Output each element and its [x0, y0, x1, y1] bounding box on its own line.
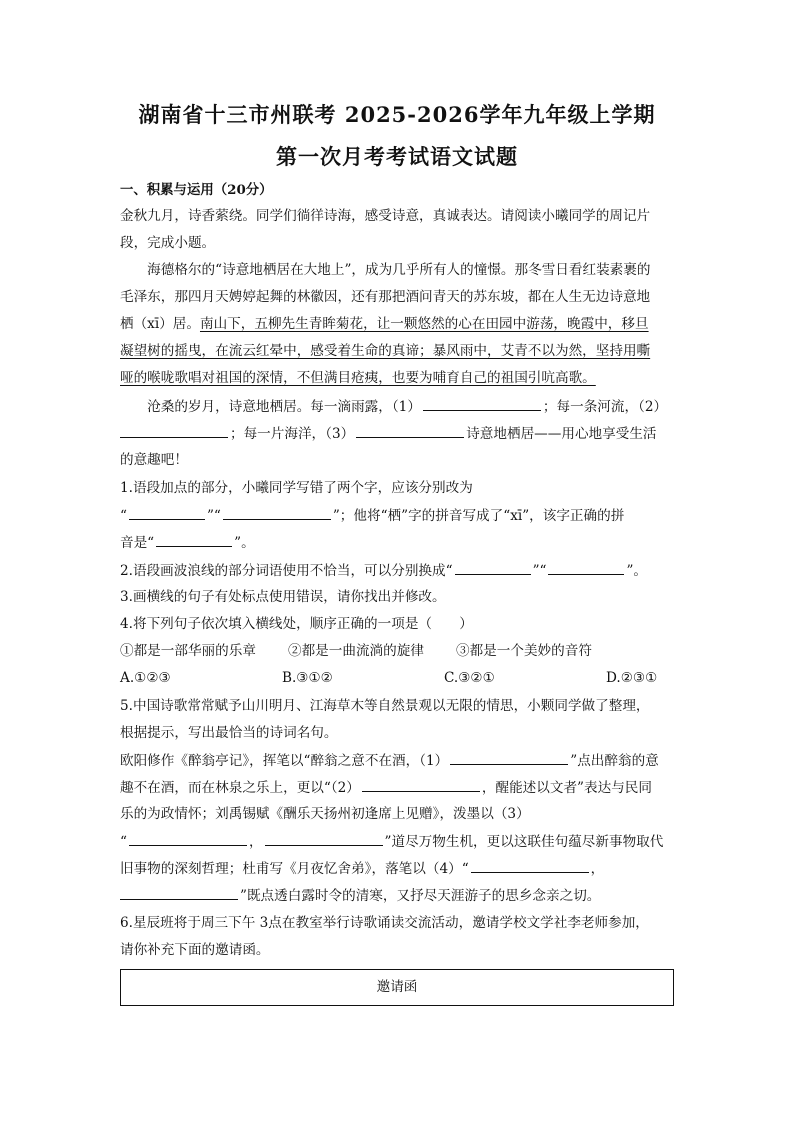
q4-option-d[interactable]: D.②③① [606, 670, 658, 686]
answer-blank-3[interactable] [356, 423, 464, 438]
q5-line-7 [120, 858, 680, 879]
page-subtitle: 第一次月考考试语文试题 [276, 144, 518, 169]
underlined-sentence: 南山下，五柳先生青眸菊花，让一颗悠然的心在田园中游荡，晚霞中，移旦 [199, 316, 649, 332]
passage-text: 沧桑的岁月，诗意地栖居。每一滴雨露，（1） [120, 399, 421, 415]
q4-options [120, 668, 680, 688]
q1-line-2 [120, 505, 680, 526]
q5-blank-4b[interactable] [120, 885, 238, 900]
q2-text: 2.语段画波浪线的部分词语使用不恰当，可以分别换成“ [120, 563, 453, 579]
q2-text: ”“ [532, 563, 547, 579]
q5-line-4 [120, 777, 680, 798]
passage2-line-1 [120, 396, 680, 417]
q4-option-a[interactable]: A.①②③ [120, 670, 171, 686]
q5-line-5: 乐的为政情怀；刘禹锡赋《酬乐天扬州初逢席上见赠》，泼墨以（3） [120, 806, 530, 822]
q5-blank-3b[interactable] [265, 831, 383, 846]
passage2-line-3: 的意趣吧！ [120, 452, 188, 468]
q1-blank-3[interactable] [156, 532, 232, 547]
passage2-line-2 [120, 423, 680, 444]
q5-text: ， [590, 861, 605, 877]
q5-text: ，醒能述以文者”表达与民同 [481, 780, 652, 796]
passage-text: 诗意地栖居——用心地享受生活 [466, 426, 657, 442]
passage-text: ；每一条河流，（2） [542, 399, 668, 415]
q2-blank-2[interactable] [548, 560, 624, 575]
q4-sentence-1: ①都是一部华丽的乐章 [120, 643, 256, 659]
q4-option-b[interactable]: B.③①② [282, 670, 333, 686]
q4-option-c[interactable]: C.③②① [444, 670, 495, 686]
q1-text: ”。 [234, 535, 255, 551]
underlined-sentence-line-2: 凝望树的摇曳，在流云红晕中，感受着生命的真谛；暴风雨中，艾青不以为然，坚持用嘶 [120, 343, 651, 359]
passage-line-1: 海德格尔的“诗意地栖居在大地上”，成为几乎所有人的憧憬。那冬雪日看红装素裹的 [120, 262, 651, 278]
underlined-sentence-line-3: 哑的喉咙歌唱对祖国的深情，不但满目疮痍，也要为哺育自己的祖国引吭高歌。 [120, 370, 596, 386]
answer-blank-1[interactable] [423, 396, 541, 411]
q1-text: ”“ [206, 508, 221, 524]
q5-line-8 [120, 885, 680, 906]
q2-line [120, 560, 680, 581]
q5-text: ， [248, 834, 263, 850]
q1-stem: 1.语段加点的部分，小曦同学写错了两个字，应该分别改为 [120, 480, 473, 496]
q1-line-3 [120, 532, 680, 553]
q1-blank-1[interactable] [129, 505, 205, 520]
q6-line-1: 6.星辰班将于周三下午 3点在教室举行诗歌诵读交流活动，邀请学校文学社李老师参加， [120, 915, 649, 931]
q1-text: “ [120, 508, 127, 524]
answer-blank-2[interactable] [120, 423, 228, 438]
passage-text: ；每一片海洋，（3） [230, 426, 355, 442]
q2-blank-1[interactable] [455, 560, 531, 575]
passage-line-3 [120, 314, 680, 334]
q5-blank-2[interactable] [362, 777, 480, 792]
q4-stem: 4.将下列句子依次填入横线处，顺序正确的一项是（ ） [120, 616, 473, 632]
intro-line-1: 金秋九月，诗香萦绕。同学们徜徉诗海，感受诗意，真诚表达。请阅读小曦同学的周记片 [120, 208, 651, 224]
q5-line-3 [120, 750, 680, 771]
q6-line-2: 请你补充下面的邀请函。 [120, 942, 270, 958]
q1-text: ”；他将“栖”字的拼音写成了“xī”，该字正确的拼 [332, 508, 625, 524]
q1-blank-2[interactable] [223, 505, 331, 520]
q5-text: 趣不在酒，而在林泉之乐上，更以“（2） [120, 780, 360, 796]
section-heading: 一、积累与运用（20分） [120, 182, 273, 198]
q5-text: 欧阳修作《醉翁亭记》，挥笔以“醉翁之意不在酒，（1） [120, 753, 449, 769]
q1-text: 音是“ [120, 535, 155, 551]
q5-text: ”点出醉翁的意 [570, 753, 659, 769]
q5-line-2: 根据提示，写出最恰当的诗词名句。 [120, 725, 338, 741]
invitation-title: 邀请函 [376, 979, 418, 995]
q5-line-1: 5.中国诗歌常常赋予山川明月、江海草木等自然景观以无限的情思，小颗同学做了整理， [120, 698, 650, 714]
passage-line-2: 毛泽东，那四月天娉婷起舞的林徽因，还有那把酒问青天的苏东坡，都在人生无边诗意地 [120, 289, 651, 305]
q5-blank-4a[interactable] [471, 858, 589, 873]
q4-sentences [120, 641, 680, 661]
q5-text: 旧事物的深刻哲理；杜甫写《月夜忆舍弟》，落笔以（4）“ [120, 861, 469, 877]
passage-text: 栖（xī）居。 [120, 316, 200, 332]
invitation-box[interactable] [120, 969, 674, 1006]
q2-text: ”。 [626, 563, 648, 579]
q5-text: ”既点透白露时令的清寒，又抒尽天涯游子的思乡念亲之切。 [240, 888, 601, 904]
intro-line-2: 段，完成小题。 [120, 235, 216, 251]
page-title: 湖南省十三市州联考 2025-2026学年九年级上学期 [138, 102, 656, 127]
q5-line-6 [120, 831, 680, 852]
q4-sentence-3: ③都是一个美妙的音符 [456, 643, 592, 659]
q5-blank-3a[interactable] [129, 831, 247, 846]
q5-text: “ [120, 834, 127, 850]
q5-text: ”道尽万物生机，更以这联佳句蕴尽新事物取代 [384, 834, 664, 850]
q5-blank-1[interactable] [450, 750, 568, 765]
q3-line: 3.画横线的句子有处标点使用错误，请你找出并修改。 [120, 589, 446, 605]
q4-sentence-2: ②都是一曲流淌的旋律 [288, 643, 424, 659]
